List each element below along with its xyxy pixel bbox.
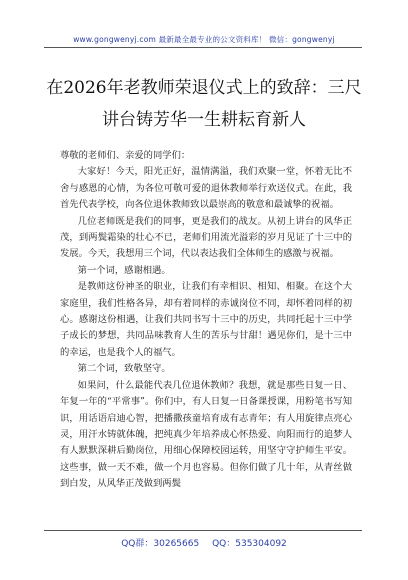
footer-divider <box>44 530 362 531</box>
section-heading: 第二个词，致敬坚守。 <box>77 363 171 375</box>
section-heading: 第一个词，感谢相遇。 <box>77 264 171 276</box>
title-line-1: 在2026年老教师荣退仪式上的致辞：三尺 <box>46 78 362 98</box>
header-divider <box>44 47 362 48</box>
document-body <box>60 148 352 493</box>
paragraph: 如果问，什么最能代表几位退休教师？我想，就是那些日复一日、年复一年的“平常事”。你们中，有人日复一日备课授课，用粉笔书写知识，用话语启迪心智，把播撒孩童培育成有志青年；有人用旋律点亮心灵，用汗水铸就体魄，把纯真少年培养成心怀热爱、向阳而行的追梦人有人默默深耕后勤岗位，用细心保障校园运转，用坚守守护师生平安。这些事，做一天不难，做一个月也容易。但你们做了几十年，从青丝做到白发，从风华正茂做到两鬓 <box>60 379 352 490</box>
document-title <box>40 72 368 136</box>
qq-text: QQ：535304092 <box>212 539 287 549</box>
qq-group-text: QQ群：30265665 <box>121 539 200 549</box>
site-footer <box>0 536 408 549</box>
title-line-2: 讲台铸芳华一生耕耘育新人 <box>102 110 306 130</box>
paragraph: 大家好！今天，阳光正好，温情满溢，我们欢聚一堂，怀着无比不舍与感恩的心情，为各位可敬可爱的退休教师举行欢送仪式。在此，我首先代表学校，向各位退休教师致以最崇高的敬意和最诚挚的祝福。 <box>60 166 352 211</box>
salutation: 尊敬的老师们、亲爱的同学们： <box>60 150 191 161</box>
paragraph: 是教师这份神圣的职业，让我们有幸相识、相知、相聚。在这个大家庭里，我们性格各异，却有着同样的赤诚岗位不同，却怀着同样的初心。感谢这份相遇，让我们共同书写十三中的历史，共同托起十三中学子成长的梦想，共同品味教育人生的苦乐与甘甜！遇见你们，是十三中的幸运，也是我个人的福气。 <box>60 281 352 358</box>
paragraph: 几位老师既是我们的同事，更是我们的战友。从初上讲台的风华正茂，到两鬓霜染的壮心不已，老师们用流光溢彩的岁月见证了十三中的发展。今天，我想用三个词，代以表达我们全体师生的感激与祝福。 <box>60 215 352 260</box>
site-header: www.gongwenyj.com 最新最全最专业的公文资料库！ 微信：gongwenyj <box>73 35 335 44</box>
